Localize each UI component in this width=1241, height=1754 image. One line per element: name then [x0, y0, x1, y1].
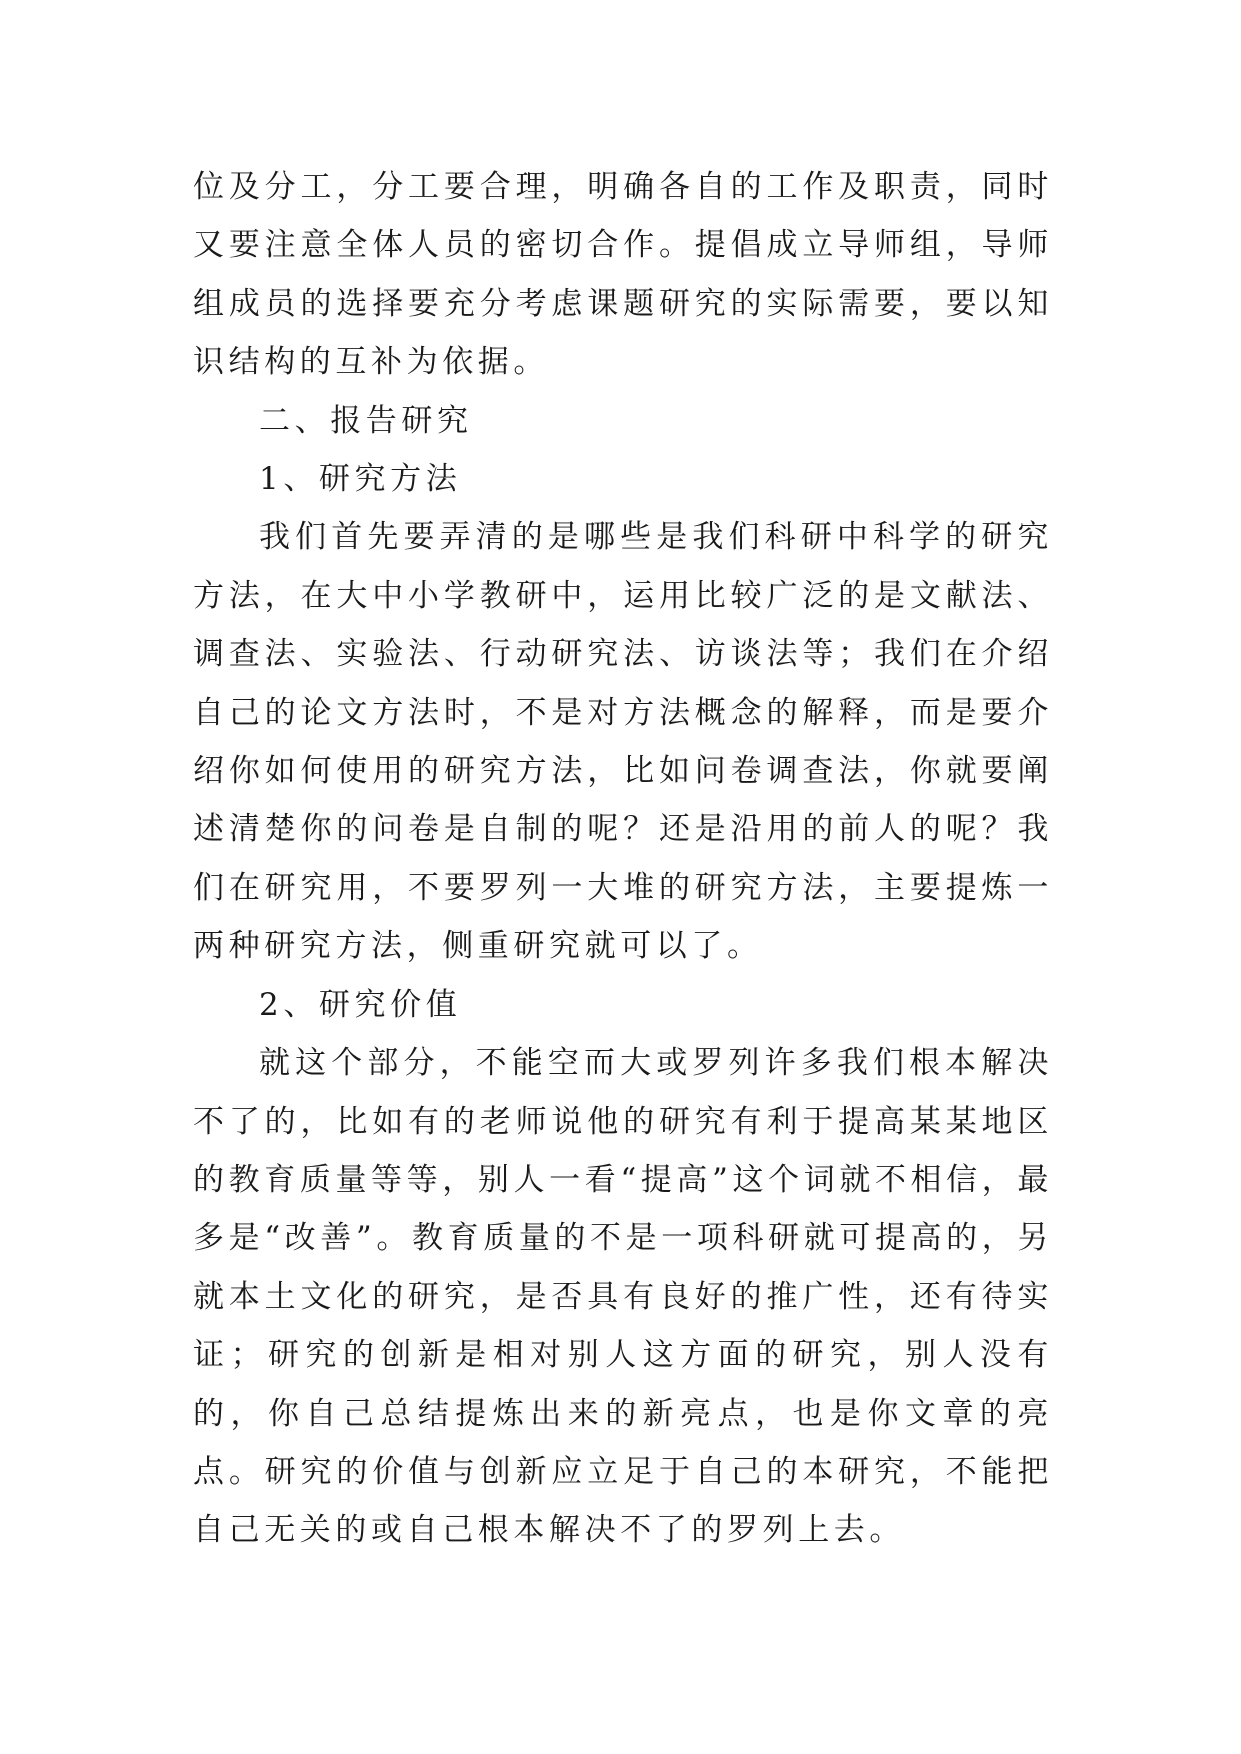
subheading-research-method: 1、研究方法 — [259, 461, 462, 498]
paragraph-continuation: 位及分工，分工要合理，明确各自的工作及职责，同时又要注意全体人员的密切合作。提倡成立导师组，导师组成员的选择要充分考虑课题研究的实际需要，要以知识结构的互补为依据。 — [193, 169, 1053, 381]
section-heading-report-research: 二、报告研究 — [259, 402, 473, 439]
paragraph-research-method: 我们首先要弄清的是哪些是我们科研中科学的研究方法，在大中小学教研中，运用比较广泛的是文献法、调查法、实验法、行动研究法、访谈法等；我们在介绍自己的论文方法时，不是对方法概念的解释，而是要介绍你如何使用的研究方法，比如问卷调查法，你就要阐述清楚你的问卷是自制的呢？还是沿用的前人的呢？我们在研究用，不要罗列一大堆的研究方法，主要提炼一两种研究方法，侧重研究就可以了。 — [193, 519, 1053, 965]
paragraph-research-value: 就这个部分，不能空而大或罗列许多我们根本解决不了的，比如有的老师说他的研究有利于提高某某地区的教育质量等等，别人一看“提高”这个词就不相信，最多是“改善”。教育质量的不是一项科研就可提高的，另就本土文化的研究，是否具有良好的推广性，还有待实证；研究的创新是相对别人这方面的研究，别人没有的，你自己总结提炼出来的新亮点，也是你文章的亮点。研究的价值与创新应立足于自己的本研究，不能把自己无关的或自己根本解决不了的罗列上去。 — [193, 1045, 1053, 1549]
subheading-research-value: 2、研究价值 — [259, 986, 462, 1023]
document-body — [193, 158, 1053, 1560]
